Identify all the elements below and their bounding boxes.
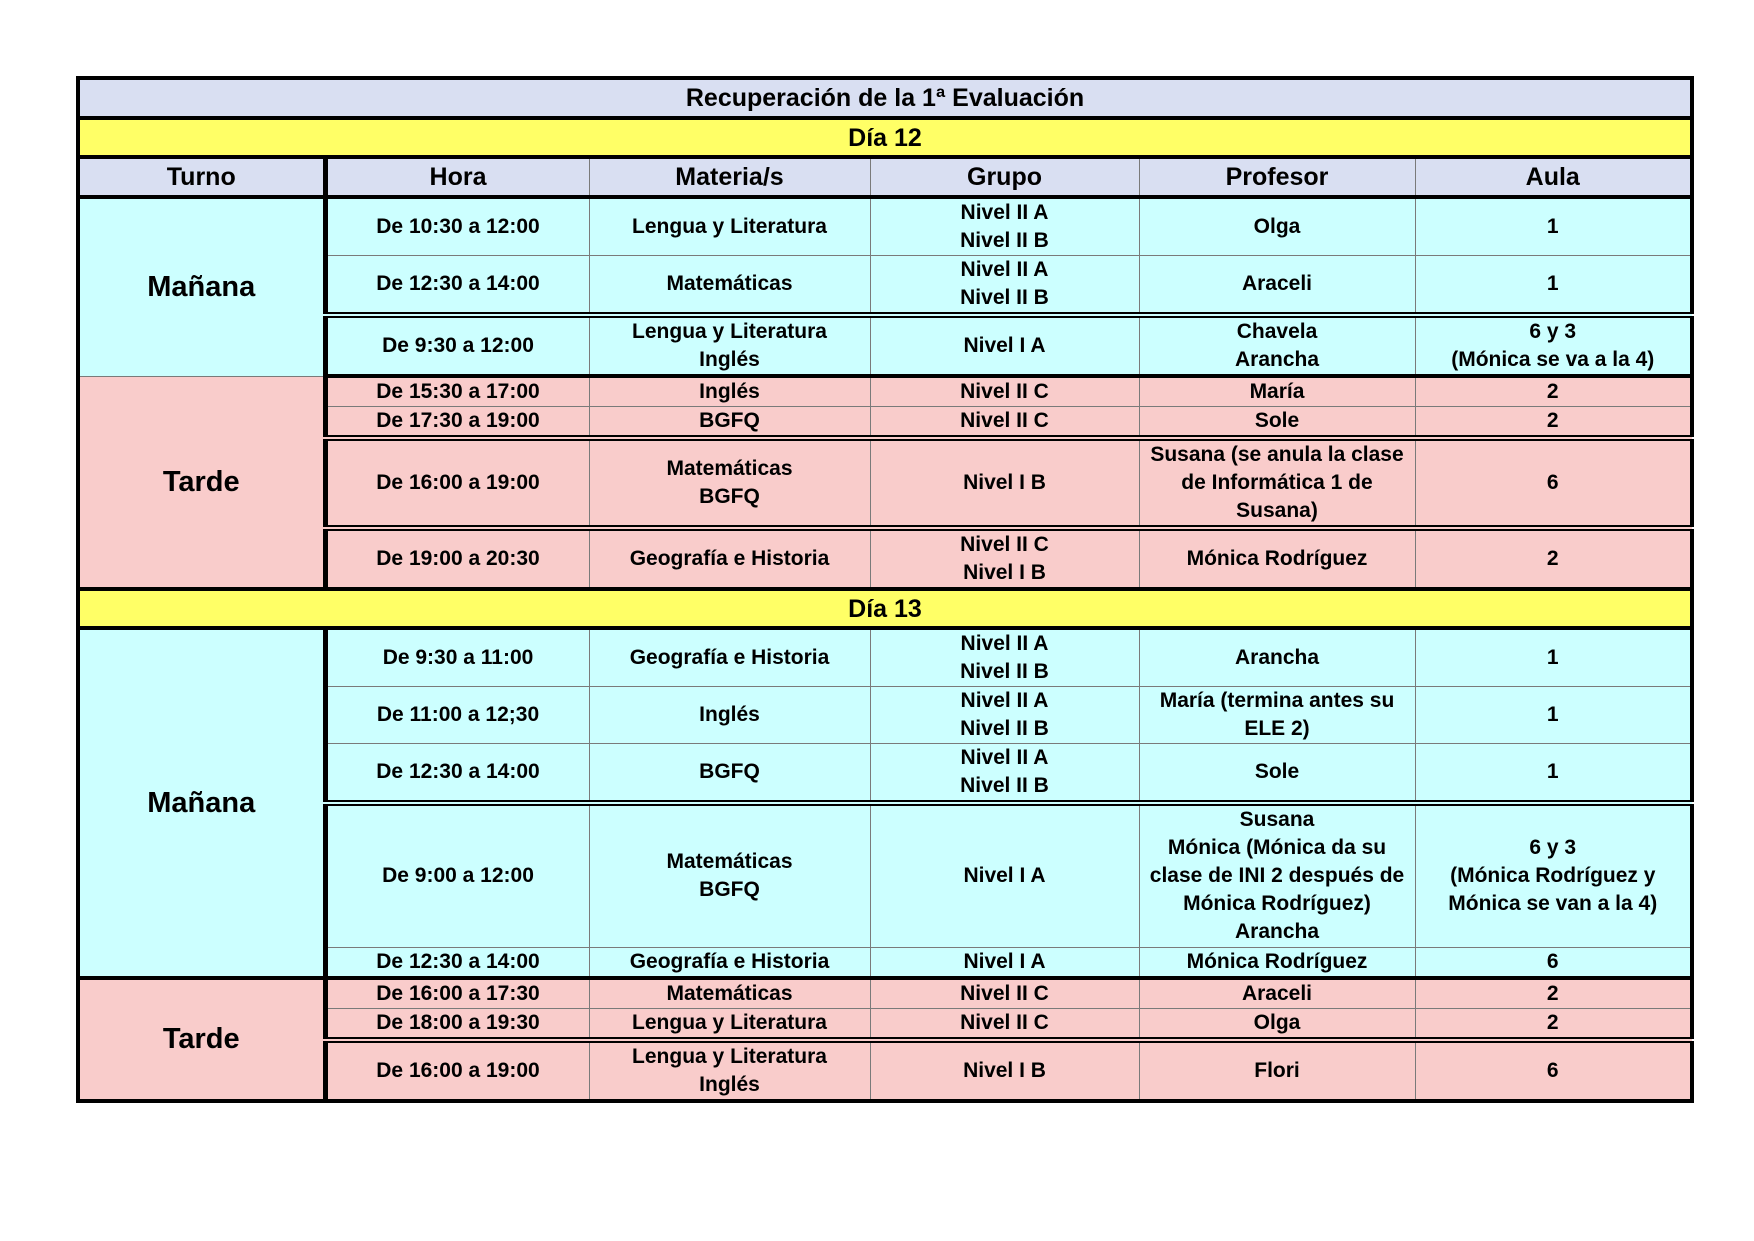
aula-cell: 6 y 3 (Mónica Rodríguez y Mónica se van a la 4) [1415, 803, 1692, 947]
materia-cell: Inglés [589, 687, 870, 744]
hora-cell: De 12:30 a 14:00 [325, 947, 589, 978]
hora-cell: De 12:30 a 14:00 [325, 256, 589, 316]
grupo-cell: Nivel II A Nivel II B [870, 256, 1139, 316]
profesor-cell: Olga [1139, 197, 1415, 256]
hora-cell: De 16:00 a 19:00 [325, 1040, 589, 1101]
day-label: Día 12 [78, 118, 1692, 157]
aula-cell: 1 [1415, 256, 1692, 316]
profesor-cell: Araceli [1139, 256, 1415, 316]
materia-cell: Matemáticas BGFQ [589, 438, 870, 528]
aula-cell: 2 [1415, 1008, 1692, 1040]
table-row [78, 978, 1692, 1009]
grupo-cell: Nivel I A [870, 315, 1139, 376]
materia-cell: Lengua y Literatura Inglés [589, 1040, 870, 1101]
turno-cell: Mañana [78, 197, 325, 376]
profesor-cell: Mónica Rodríguez [1139, 528, 1415, 589]
hora-cell: De 9:30 a 12:00 [325, 315, 589, 376]
turno-cell: Mañana [78, 628, 325, 978]
hora-cell: De 11:00 a 12;30 [325, 687, 589, 744]
materia-cell: Inglés [589, 376, 870, 407]
aula-cell: 1 [1415, 687, 1692, 744]
header-grupo: Grupo [870, 157, 1139, 197]
turno-cell: Tarde [78, 978, 325, 1101]
turno-cell: Tarde [78, 376, 325, 589]
grupo-cell: Nivel II C [870, 978, 1139, 1009]
aula-cell: 6 [1415, 1040, 1692, 1101]
table-row [78, 197, 1692, 256]
aula-cell: 2 [1415, 376, 1692, 407]
grupo-cell: Nivel II A Nivel II B [870, 628, 1139, 687]
header-turno: Turno [78, 157, 325, 197]
profesor-cell: Sole [1139, 407, 1415, 439]
materia-cell: Lengua y Literatura Inglés [589, 315, 870, 376]
grupo-cell: Nivel I B [870, 438, 1139, 528]
aula-cell: 2 [1415, 407, 1692, 439]
materia-cell: Matemáticas BGFQ [589, 803, 870, 947]
day-row [78, 589, 1692, 628]
aula-cell: 2 [1415, 978, 1692, 1009]
profesor-cell: Mónica Rodríguez [1139, 947, 1415, 978]
materia-cell: BGFQ [589, 744, 870, 804]
profesor-cell: Arancha [1139, 628, 1415, 687]
materia-cell: Matemáticas [589, 256, 870, 316]
header-hora: Hora [325, 157, 589, 197]
header-profesor: Profesor [1139, 157, 1415, 197]
materia-cell: BGFQ [589, 407, 870, 439]
aula-cell: 1 [1415, 744, 1692, 804]
day-row [78, 118, 1692, 157]
day-label: Día 13 [78, 589, 1692, 628]
grupo-cell: Nivel II C [870, 376, 1139, 407]
materia-cell: Lengua y Literatura [589, 197, 870, 256]
grupo-cell: Nivel II C [870, 1008, 1139, 1040]
hora-cell: De 16:00 a 19:00 [325, 438, 589, 528]
sheet-title: Recuperación de la 1ª Evaluación [78, 78, 1692, 118]
grupo-cell: Nivel I B [870, 1040, 1139, 1101]
hora-cell: De 15:30 a 17:00 [325, 376, 589, 407]
hora-cell: De 16:00 a 17:30 [325, 978, 589, 1009]
profesor-cell: Chavela Arancha [1139, 315, 1415, 376]
grupo-cell: Nivel I A [870, 803, 1139, 947]
hora-cell: De 9:00 a 12:00 [325, 803, 589, 947]
grupo-cell: Nivel II A Nivel II B [870, 197, 1139, 256]
hora-cell: De 19:00 a 20:30 [325, 528, 589, 589]
materia-cell: Geografía e Historia [589, 947, 870, 978]
profesor-cell: Susana Mónica (Mónica da su clase de INI 2 después de Mónica Rodríguez) Arancha [1139, 803, 1415, 947]
header-row [78, 157, 1692, 197]
profesor-cell: Olga [1139, 1008, 1415, 1040]
aula-cell: 6 [1415, 947, 1692, 978]
profesor-cell: Sole [1139, 744, 1415, 804]
grupo-cell: Nivel I A [870, 947, 1139, 978]
profesor-cell: Flori [1139, 1040, 1415, 1101]
materia-cell: Matemáticas [589, 978, 870, 1009]
materia-cell: Geografía e Historia [589, 528, 870, 589]
aula-cell: 6 y 3 (Mónica se va a la 4) [1415, 315, 1692, 376]
header-aula: Aula [1415, 157, 1692, 197]
aula-cell: 1 [1415, 197, 1692, 256]
hora-cell: De 10:30 a 12:00 [325, 197, 589, 256]
title-row [78, 78, 1692, 118]
table-row [78, 628, 1692, 687]
profesor-cell: Araceli [1139, 978, 1415, 1009]
schedule-table [76, 76, 1694, 1103]
profesor-cell: María (termina antes su ELE 2) [1139, 687, 1415, 744]
aula-cell: 2 [1415, 528, 1692, 589]
grupo-cell: Nivel II C [870, 407, 1139, 439]
hora-cell: De 17:30 a 19:00 [325, 407, 589, 439]
profesor-cell: María [1139, 376, 1415, 407]
materia-cell: Geografía e Historia [589, 628, 870, 687]
grupo-cell: Nivel II C Nivel I B [870, 528, 1139, 589]
materia-cell: Lengua y Literatura [589, 1008, 870, 1040]
hora-cell: De 12:30 a 14:00 [325, 744, 589, 804]
grupo-cell: Nivel II A Nivel II B [870, 687, 1139, 744]
header-materia: Materia/s [589, 157, 870, 197]
schedule-sheet [76, 76, 1690, 1103]
grupo-cell: Nivel II A Nivel II B [870, 744, 1139, 804]
table-row [78, 376, 1692, 407]
aula-cell: 1 [1415, 628, 1692, 687]
aula-cell: 6 [1415, 438, 1692, 528]
profesor-cell: Susana (se anula la clase de Informática 1 de Susana) [1139, 438, 1415, 528]
hora-cell: De 9:30 a 11:00 [325, 628, 589, 687]
hora-cell: De 18:00 a 19:30 [325, 1008, 589, 1040]
